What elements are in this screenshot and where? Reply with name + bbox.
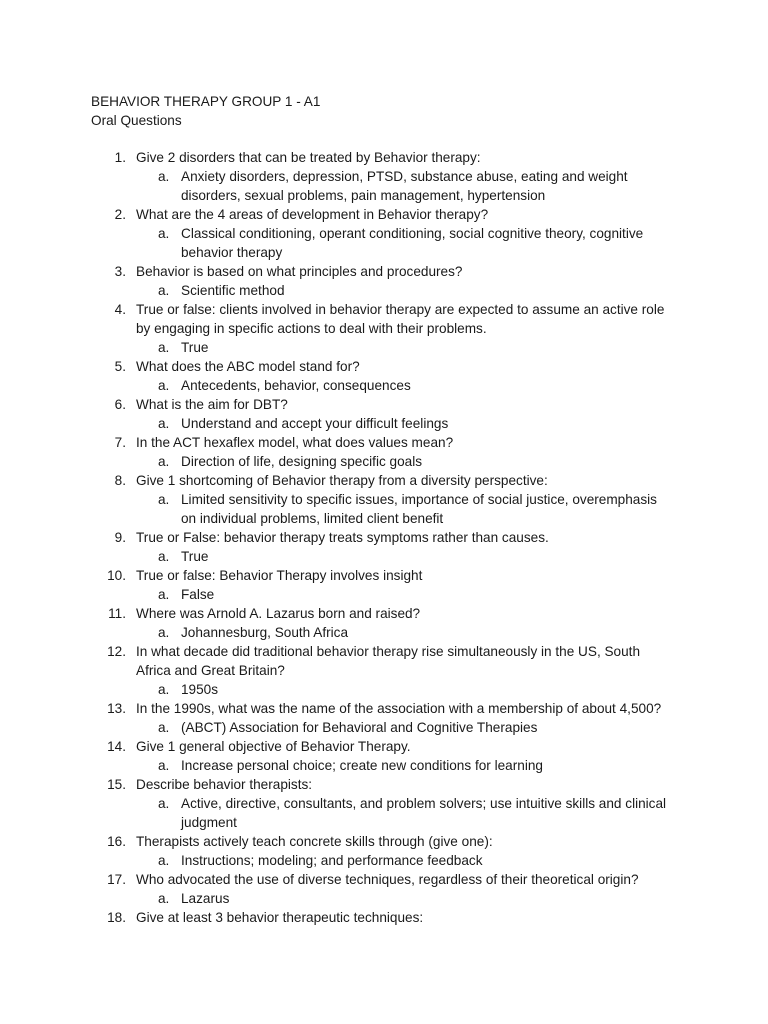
question-text: True or false: clients involved in behavior therapy are expected to assume an active role by engaging in specific actions to deal with their problems. [136, 302, 665, 336]
question-text: True or False: behavior therapy treats symptoms rather than causes. [136, 530, 549, 545]
question-row [0, 775, 768, 794]
answer-letter: a. [158, 549, 170, 564]
document-header [91, 92, 320, 130]
answer-text: Direction of life, designing specific goals [181, 454, 423, 469]
question-number: 16. [107, 834, 126, 849]
answer-text: Antecedents, behavior, consequences [181, 378, 411, 393]
question-text: True or false: Behavior Therapy involves insight [136, 568, 423, 583]
answer-row [0, 547, 768, 566]
answer-row [0, 718, 768, 737]
answer-text: Understand and accept your difficult feelings [181, 416, 449, 431]
answer-row [0, 452, 768, 471]
question-text: In what decade did traditional behavior therapy rise simultaneously in the US, South Africa and Great Britain? [136, 644, 641, 678]
answer-text: Anxiety disorders, depression, PTSD, substance abuse, eating and weight disorders, sexual problems, pain management, hypertension [181, 169, 628, 203]
question-text: Give 1 general objective of Behavior Therapy. [136, 739, 411, 754]
question-item [0, 205, 768, 262]
document-subtitle: Oral Questions [91, 113, 182, 128]
question-number: 9. [114, 530, 126, 545]
question-number: 7. [114, 435, 126, 450]
question-row [0, 699, 768, 718]
document-title: BEHAVIOR THERAPY GROUP 1 - A1 [91, 94, 321, 109]
question-row [0, 395, 768, 414]
question-item [0, 737, 768, 775]
question-row [0, 433, 768, 452]
answer-text: Increase personal choice; create new conditions for learning [181, 758, 543, 773]
answer-row [0, 281, 768, 300]
answer-row [0, 585, 768, 604]
answer-row [0, 224, 768, 262]
question-number: 8. [114, 473, 126, 488]
question-text: What are the 4 areas of development in Behavior therapy? [136, 207, 489, 222]
question-text: Who advocated the use of diverse techniques, regardless of their theoretical origin? [136, 872, 639, 887]
answer-letter: a. [158, 625, 170, 640]
question-text: Give at least 3 behavior therapeutic techniques: [136, 910, 424, 925]
question-number: 14. [107, 739, 126, 754]
answer-row [0, 756, 768, 775]
question-item [0, 528, 768, 566]
answer-text: 1950s [181, 682, 219, 697]
answer-text: True [181, 549, 209, 564]
answer-letter: a. [158, 283, 170, 298]
question-number: 5. [114, 359, 126, 374]
answer-letter: a. [158, 682, 170, 697]
answer-letter: a. [158, 720, 170, 735]
answer-letter: a. [158, 340, 170, 355]
question-item [0, 471, 768, 528]
question-row [0, 148, 768, 167]
question-number: 4. [114, 302, 126, 317]
question-row [0, 642, 768, 680]
question-row [0, 908, 768, 927]
answer-row [0, 889, 768, 908]
question-number: 17. [107, 872, 126, 887]
question-number: 18. [107, 910, 126, 925]
answer-row [0, 623, 768, 642]
question-text: Give 1 shortcoming of Behavior therapy from a diversity perspective: [136, 473, 548, 488]
question-text: Behavior is based on what principles and procedures? [136, 264, 463, 279]
answer-letter: a. [158, 454, 170, 469]
answer-text: True [181, 340, 209, 355]
question-item [0, 566, 768, 604]
answer-text: Classical conditioning, operant conditioning, social cognitive theory, cognitive behavior therapy [181, 226, 644, 260]
question-list [0, 148, 768, 927]
question-row [0, 205, 768, 224]
question-text: Therapists actively teach concrete skills through (give one): [136, 834, 493, 849]
question-item [0, 433, 768, 471]
answer-letter: a. [158, 378, 170, 393]
question-row [0, 262, 768, 281]
answer-row [0, 490, 768, 528]
question-row [0, 832, 768, 851]
question-number: 3. [114, 264, 126, 279]
question-text: Describe behavior therapists: [136, 777, 313, 792]
answer-text: Limited sensitivity to specific issues, importance of social justice, overemphasis on individual problems, limited client benefit [181, 492, 657, 526]
question-text: In the ACT hexaflex model, what does values mean? [136, 435, 454, 450]
question-number: 10. [107, 568, 126, 583]
question-row [0, 566, 768, 585]
answer-letter: a. [158, 891, 170, 906]
question-item [0, 262, 768, 300]
question-row [0, 471, 768, 490]
answer-text: Instructions; modeling; and performance feedback [181, 853, 483, 868]
question-text: What is the aim for DBT? [136, 397, 288, 412]
question-number: 12. [107, 644, 126, 659]
answer-row [0, 167, 768, 205]
answer-letter: a. [158, 853, 170, 868]
answer-row [0, 851, 768, 870]
question-item [0, 148, 768, 205]
answer-letter: a. [158, 416, 170, 431]
question-item [0, 870, 768, 908]
question-row [0, 604, 768, 623]
question-text: What does the ABC model stand for? [136, 359, 360, 374]
answer-letter: a. [158, 226, 170, 241]
answer-letter: a. [158, 796, 170, 811]
answer-row [0, 338, 768, 357]
answer-letter: a. [158, 169, 170, 184]
question-item [0, 395, 768, 433]
answer-text: Active, directive, consultants, and problem solvers; use intuitive skills and clinical judgment [181, 796, 667, 830]
question-item [0, 604, 768, 642]
question-text: Where was Arnold A. Lazarus born and raised? [136, 606, 421, 621]
question-item [0, 775, 768, 832]
question-item [0, 908, 768, 927]
answer-row [0, 794, 768, 832]
answer-letter: a. [158, 758, 170, 773]
question-row [0, 300, 768, 338]
question-text: In the 1990s, what was the name of the association with a membership of about 4,500? [136, 701, 662, 716]
answer-row [0, 414, 768, 433]
question-row [0, 737, 768, 756]
question-item [0, 699, 768, 737]
question-number: 13. [107, 701, 126, 716]
answer-letter: a. [158, 492, 170, 507]
answer-row [0, 376, 768, 395]
answer-text: Lazarus [181, 891, 230, 906]
question-number: 6. [114, 397, 126, 412]
question-text: Give 2 disorders that can be treated by Behavior therapy: [136, 150, 481, 165]
question-row [0, 870, 768, 889]
question-item [0, 300, 768, 357]
question-item [0, 642, 768, 699]
answer-text: Johannesburg, South Africa [181, 625, 349, 640]
question-number: 11. [108, 606, 126, 621]
answer-row [0, 680, 768, 699]
question-number: 1. [114, 150, 126, 165]
answer-text: False [181, 587, 215, 602]
question-row [0, 528, 768, 547]
question-number: 15. [107, 777, 126, 792]
answer-text: Scientific method [181, 283, 285, 298]
answer-text: (ABCT) Association for Behavioral and Cognitive Therapies [181, 720, 538, 735]
question-item [0, 357, 768, 395]
question-row [0, 357, 768, 376]
question-number: 2. [114, 207, 126, 222]
answer-letter: a. [158, 587, 170, 602]
question-item [0, 832, 768, 870]
